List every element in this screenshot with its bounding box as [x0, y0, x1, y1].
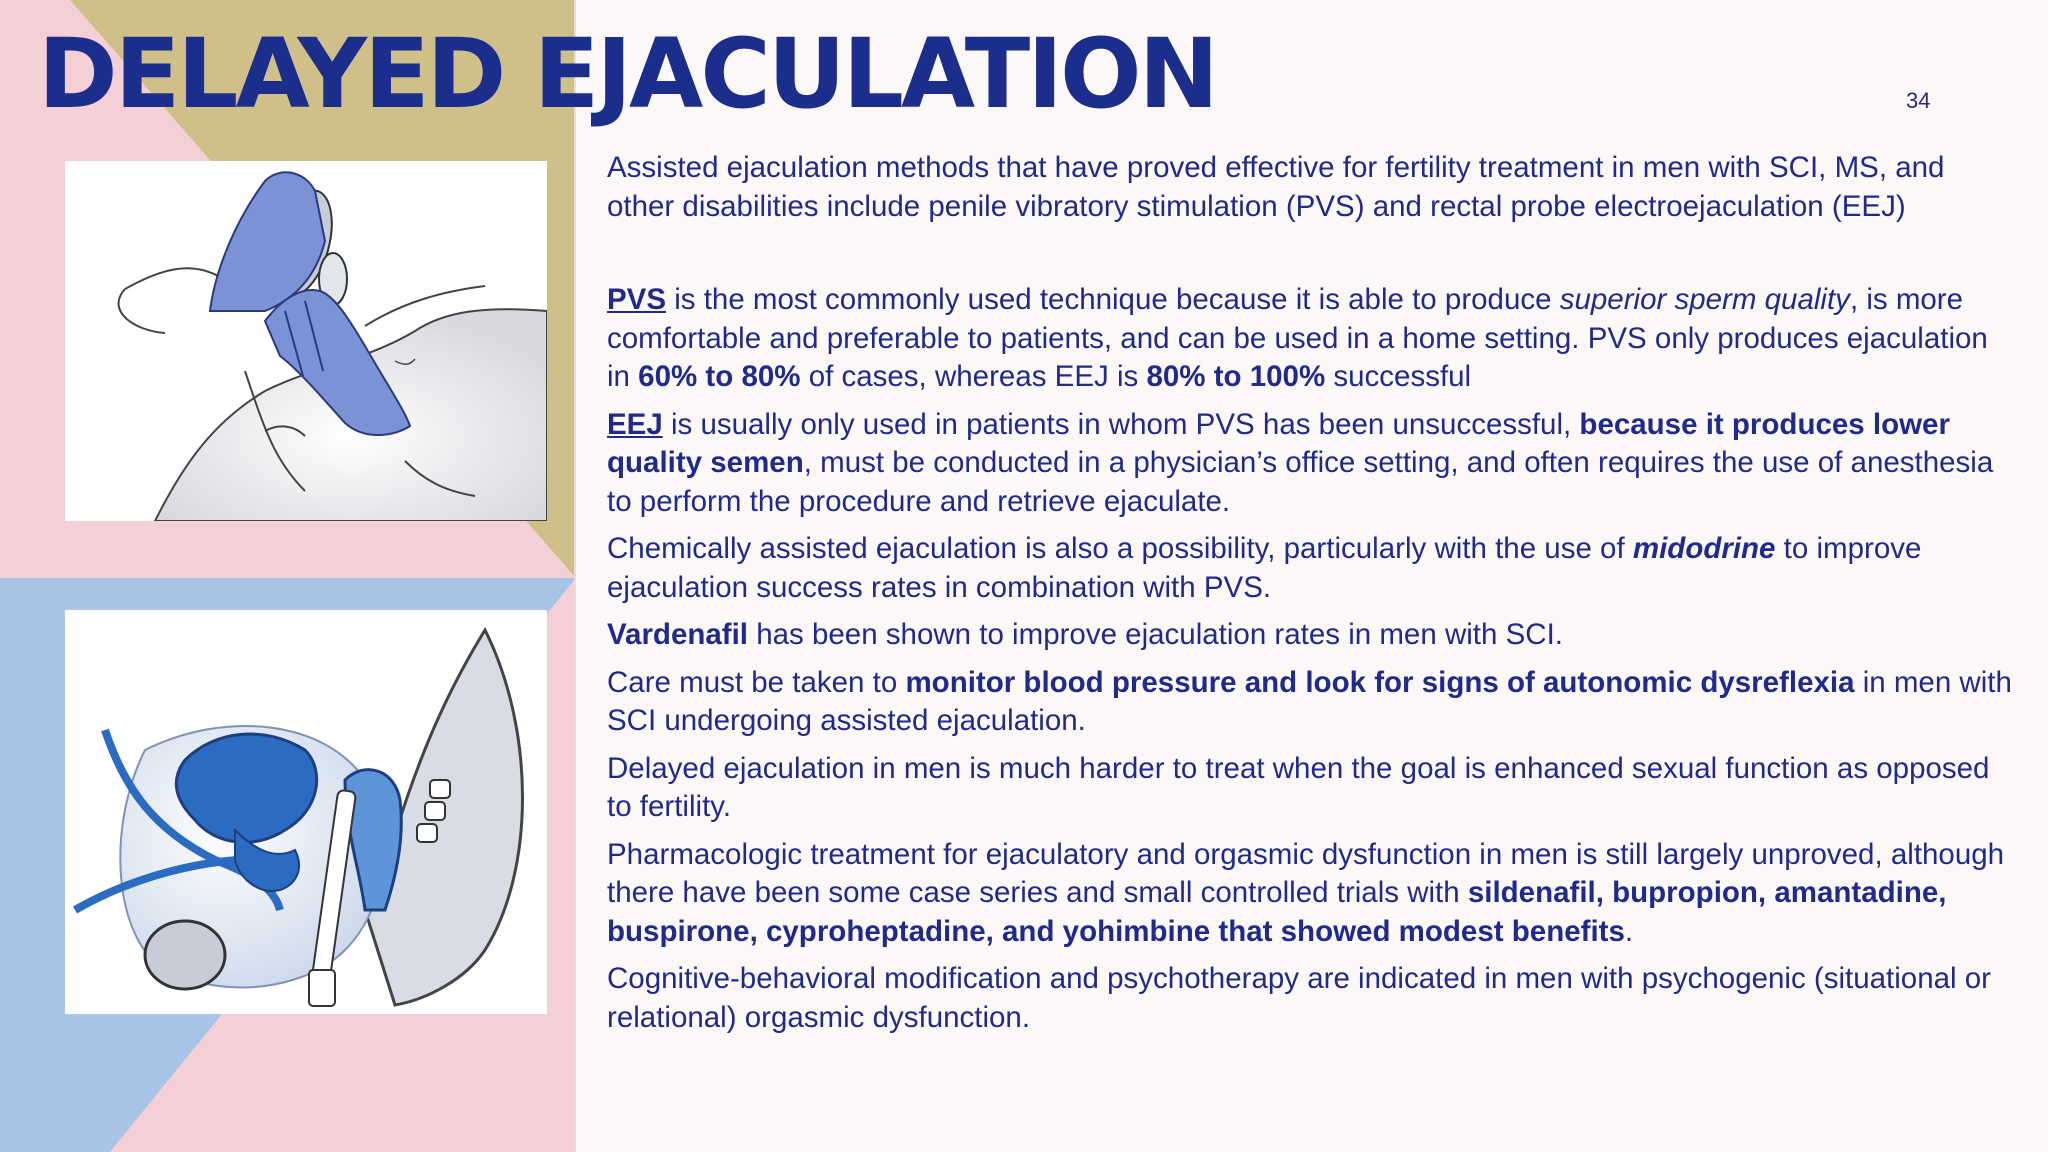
rectal-probe-illustration: [65, 610, 547, 1014]
care-text-1: Care must be taken to: [607, 665, 906, 699]
eej-term: EEJ: [607, 407, 663, 441]
vardenafil-term: Vardenafil: [607, 618, 749, 651]
paragraph-eej: [607, 406, 2012, 522]
paragraph-delayed: Delayed ejaculation in men is much harder to treat when the goal is enhanced sexual function as opposed to fertility.: [607, 751, 1990, 823]
pharma-text-1: Pharmacologic treatment for ejaculatory and orgasmic dysfunction in men is still largely unproved, although there have been some case series and small controlled trials with: [607, 837, 2005, 909]
pvs-text-4: successful: [1325, 360, 1472, 393]
chemical-text-1: Chemically assisted ejaculation is also a possibility, particularly with the use of: [607, 532, 1633, 565]
body-text: [607, 149, 2012, 1046]
pvs-text-2: , is more comfortable and preferable to patients, and can be used in a home setting. PVS only produces ejaculation in: [607, 283, 1988, 393]
gloved-hands-icon: [65, 161, 547, 521]
pvs-term: PVS: [607, 283, 667, 316]
midodrine-term: midodrine: [1632, 532, 1776, 565]
paragraph-care: [607, 664, 2012, 741]
eej-text-1: is usually only used in patients in whom PVS has been unsuccessful,: [662, 407, 1580, 441]
page-number: 34: [1906, 88, 1931, 113]
pharma-text-2: .: [1624, 914, 1634, 948]
pelvic-anatomy-icon: [65, 610, 547, 1014]
paragraph-pvs: [607, 281, 2012, 397]
paragraph-assisted-methods: Assisted ejaculation methods that have proved effective for fertility treatment in men with SCI, MS, and other disabilities include penile vibratory stimulation (PVS) and rectal probe electroejaculation (EEJ): [607, 151, 1945, 223]
slide-title: DELAYED EJACULATION: [38, 18, 1216, 130]
pvs-text-1: is the most commonly used technique because it is able to produce: [666, 283, 1560, 316]
care-text-2: in men with SCI undergoing assisted ejaculation.: [607, 665, 2012, 737]
vibratory-stimulation-illustration: [65, 161, 547, 521]
paragraph-cognitive: Cognitive-behavioral modification and psychotherapy are indicated in men with psychogenic (situational or relational) orgasmic dysfunction.: [607, 962, 1991, 1034]
pvs-text-3: of cases, whereas EEJ is: [800, 360, 1147, 393]
chemical-text-2: to improve ejaculation success rates in combination with PVS.: [607, 532, 1922, 604]
pvs-emphasis: superior sperm quality: [1559, 283, 1850, 316]
pvs-rate: 60% to 80%: [638, 360, 801, 393]
panel-divider: [574, 0, 576, 1152]
eej-text-2: , must be conducted in a physician’s office setting, and often requires the use of anesthesia to perform the procedure and retrieve ejaculate.: [607, 446, 1994, 518]
vardenafil-text: has been shown to improve ejaculation rates in men with SCI.: [748, 618, 1563, 651]
paragraph-pharmacologic: [607, 836, 2012, 952]
paragraph-chemical: [607, 530, 2012, 607]
care-bold: monitor blood pressure and look for signs of autonomic dysreflexia: [905, 665, 1855, 699]
eej-rate: 80% to 100%: [1146, 360, 1326, 393]
eej-bold: because it produces lower quality semen: [607, 407, 1950, 479]
paragraph-vardenafil: [607, 616, 2012, 655]
pharma-drugs: sildenafil, bupropion, amantadine, buspirone, cyproheptadine, and yohimbine that showed modest benefits: [607, 876, 1947, 948]
